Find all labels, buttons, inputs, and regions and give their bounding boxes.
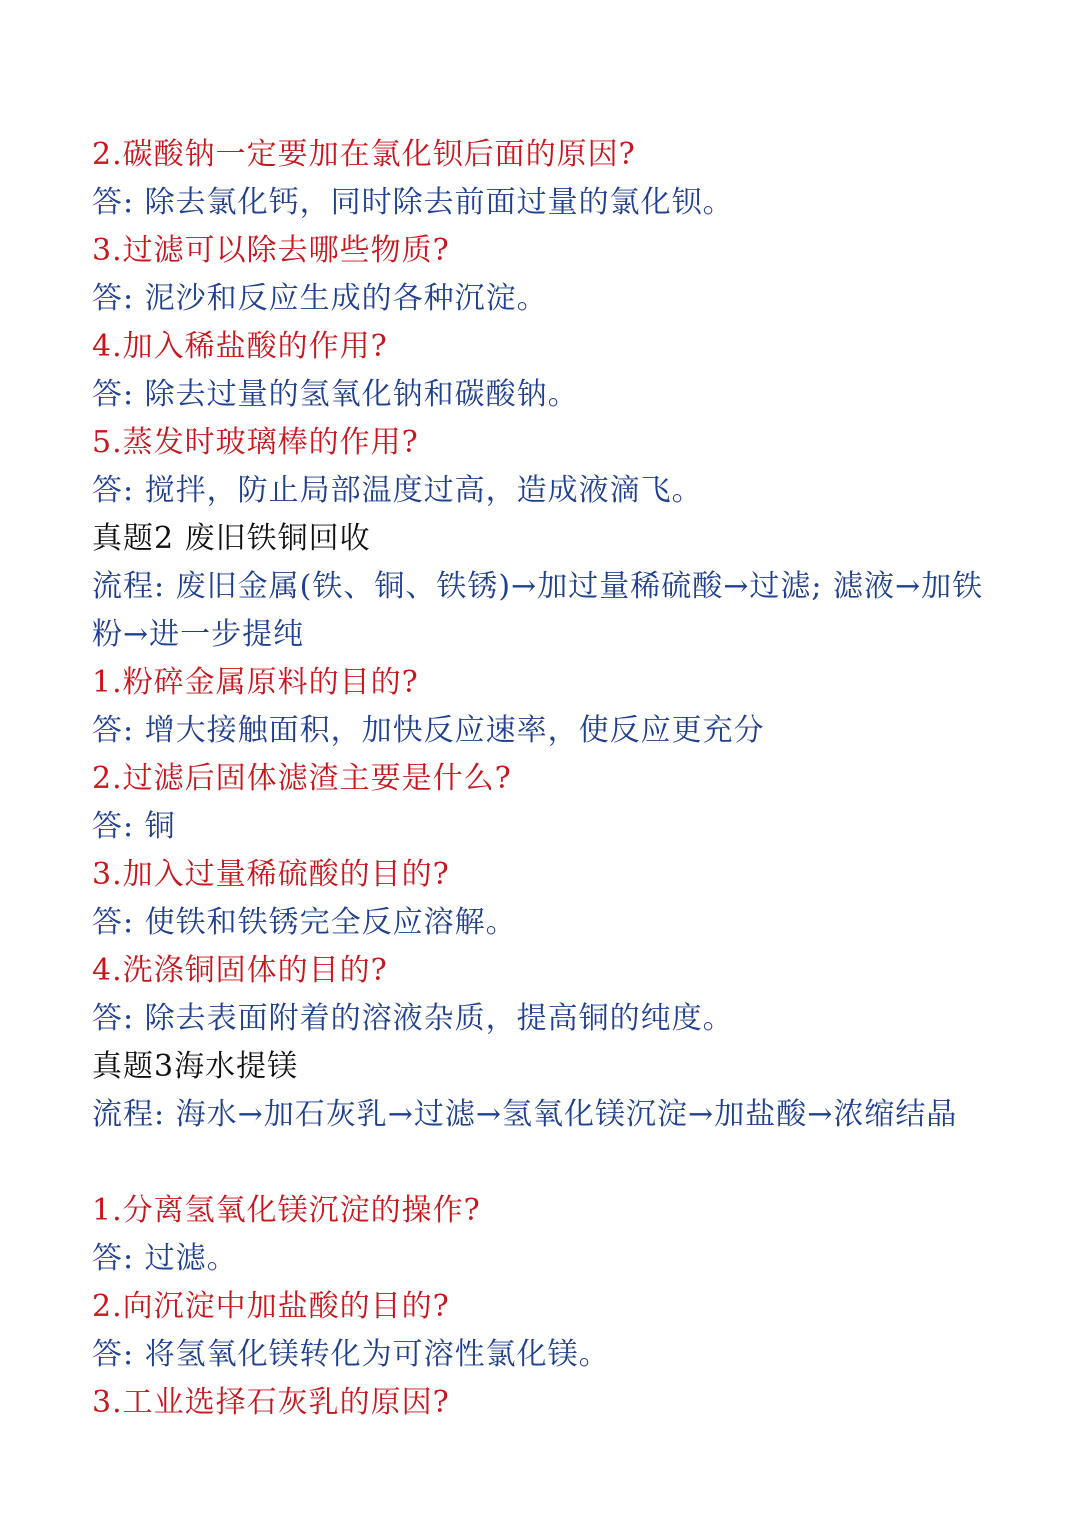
process-flow-line: 流程: 废旧金属(铁、铜、铁锈)→加过量稀硫酸→过滤; 滤液→加铁粉→进一步提纯 xyxy=(92,569,984,652)
answer-line: 答: 除去过量的氢氧化钠和碳酸钠。 xyxy=(92,377,579,412)
question-line: 2.过滤后固体滤渣主要是什么? xyxy=(92,761,512,796)
question-line: 4.加入稀盐酸的作用? xyxy=(92,329,388,364)
answer-line: 答: 铜 xyxy=(92,809,176,844)
answer-line: 答: 使铁和铁锈完全反应溶解。 xyxy=(92,905,517,940)
question-line: 5.蒸发时玻璃棒的作用? xyxy=(92,425,419,460)
answer-line: 答: 增大接触面积，加快反应速率，使反应更充分 xyxy=(92,713,765,748)
process-flow-line: 流程: 海水→加石灰乳→过滤→氢氧化镁沉淀→加盐酸→浓缩结晶 xyxy=(92,1097,958,1132)
answer-line: 答: 除去表面附着的溶液杂质，提高铜的纯度。 xyxy=(92,1001,734,1036)
answer-line: 答: 过滤。 xyxy=(92,1241,238,1276)
question-line: 1.分离氢氧化镁沉淀的操作? xyxy=(92,1193,481,1228)
answer-line: 答: 泥沙和反应生成的各种沉淀。 xyxy=(92,281,548,316)
question-line: 3.过滤可以除去哪些物质? xyxy=(92,233,450,268)
question-line: 1.粉碎金属原料的目的? xyxy=(92,665,419,700)
question-line: 3.加入过量稀硫酸的目的? xyxy=(92,857,450,892)
section-heading: 真题2 废旧铁铜回收 xyxy=(92,521,371,556)
question-line: 2.碳酸钠一定要加在氯化钡后面的原因? xyxy=(92,137,636,172)
answer-line: 答: 搅拌，防止局部温度过高，造成液滴飞。 xyxy=(92,473,703,508)
question-line: 3.工业选择石灰乳的原因? xyxy=(92,1385,450,1420)
answer-line: 答: 除去氯化钙，同时除去前面过量的氯化钡。 xyxy=(92,185,734,220)
question-line: 2.向沉淀中加盐酸的目的? xyxy=(92,1289,450,1324)
document-body xyxy=(92,131,997,1427)
answer-line: 答: 将氢氧化镁转化为可溶性氯化镁。 xyxy=(92,1337,610,1372)
question-line: 4.洗涤铜固体的目的? xyxy=(92,953,388,988)
section-heading: 真题3海水提镁 xyxy=(92,1049,299,1084)
